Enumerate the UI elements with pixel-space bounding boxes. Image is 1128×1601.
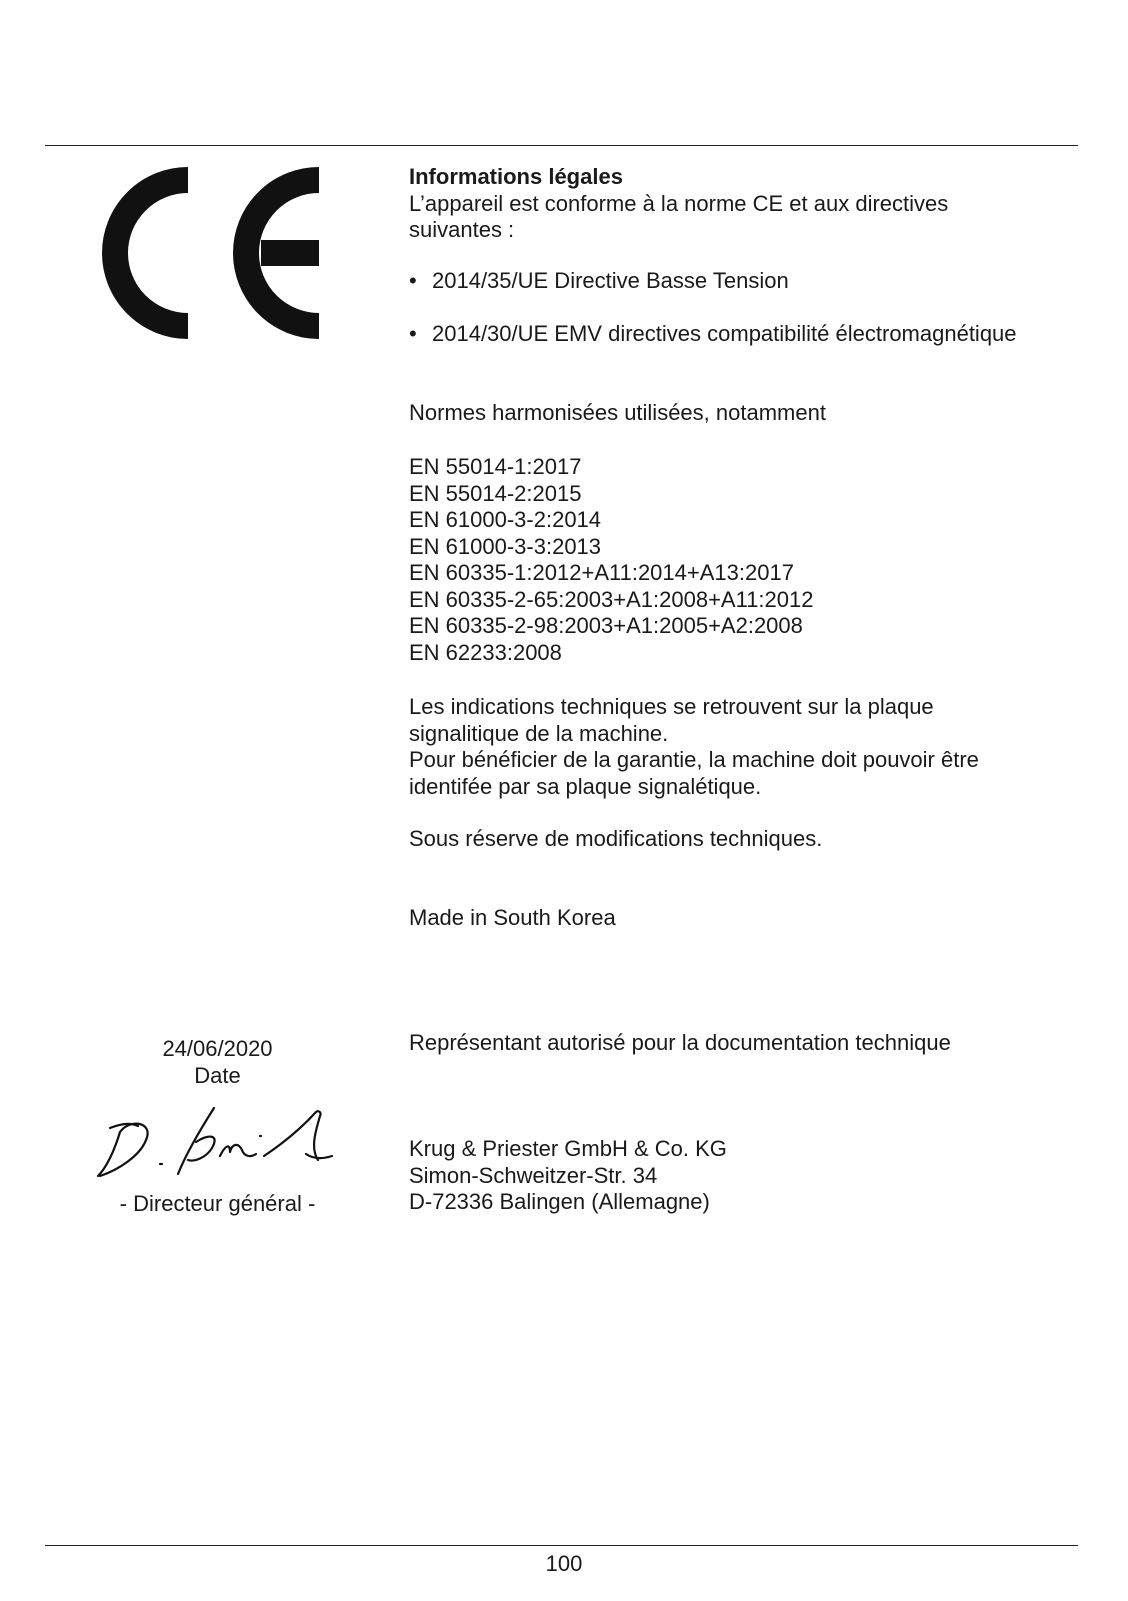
page-number: 100	[545, 1551, 583, 1576]
norms-intro: Normes harmonisées utilisées, notamment	[409, 400, 826, 425]
norm-item: EN 61000-3-3:2013	[409, 533, 602, 559]
date-block	[45, 1036, 390, 1089]
signature-date: 24/06/2020	[162, 1036, 273, 1061]
legal-info	[409, 164, 1089, 244]
norm-item: EN 55014-1:2017	[409, 454, 582, 479]
company-street: Simon-Schweitzer-Str. 34	[409, 1162, 658, 1188]
top-rule	[45, 145, 1078, 146]
representative-label: Représentant autorisé pour la documentation technique	[409, 1030, 951, 1055]
company-city: D-72336 Balingen (Allemagne)	[409, 1189, 710, 1214]
directive-item: • 2014/30/UE EMV directives compatibilité électromagnétique	[409, 321, 1089, 348]
norm-item: EN 60335-2-98:2003+A1:2005+A2:2008	[409, 613, 803, 638]
ce-mark-icon	[96, 166, 336, 340]
rating-plate-note: Les indications techniques se retrouvent sur la plaque signalitique de la machine.	[409, 694, 934, 746]
date-label: Date	[194, 1062, 241, 1088]
norm-item: EN 60335-2-65:2003+A1:2008+A11:2012	[409, 586, 814, 612]
company-name: Krug & Priester GmbH & Co. KG	[409, 1136, 727, 1161]
directives-list	[409, 268, 1089, 347]
conformity-intro: L’appareil est conforme à la norme CE et aux directives suivantes :	[409, 190, 949, 242]
legal-heading: Informations légales	[409, 164, 623, 189]
norm-item: EN 62233:2008	[409, 639, 562, 665]
norm-item: EN 60335-1:2012+A11:2014+A13:2017	[409, 560, 794, 585]
made-in: Made in South Korea	[409, 905, 616, 930]
technical-info	[409, 694, 1049, 800]
role-label: - Directeur général -	[119, 1191, 316, 1216]
bottom-rule	[45, 1545, 1078, 1546]
norm-item: EN 61000-3-2:2014	[409, 507, 602, 532]
company-address	[409, 1136, 1089, 1216]
technical-reserve-note: Sous réserve de modifications techniques.	[409, 826, 823, 851]
norms-list	[409, 454, 1089, 666]
norm-item: EN 55014-2:2015	[409, 480, 582, 506]
directive-item: • 2014/35/UE Directive Basse Tension	[409, 268, 1089, 295]
warranty-note: Pour bénéficier de la garantie, la machine doit pouvoir être identifée par sa plaque signalétique.	[409, 747, 979, 799]
signature	[96, 1104, 341, 1180]
